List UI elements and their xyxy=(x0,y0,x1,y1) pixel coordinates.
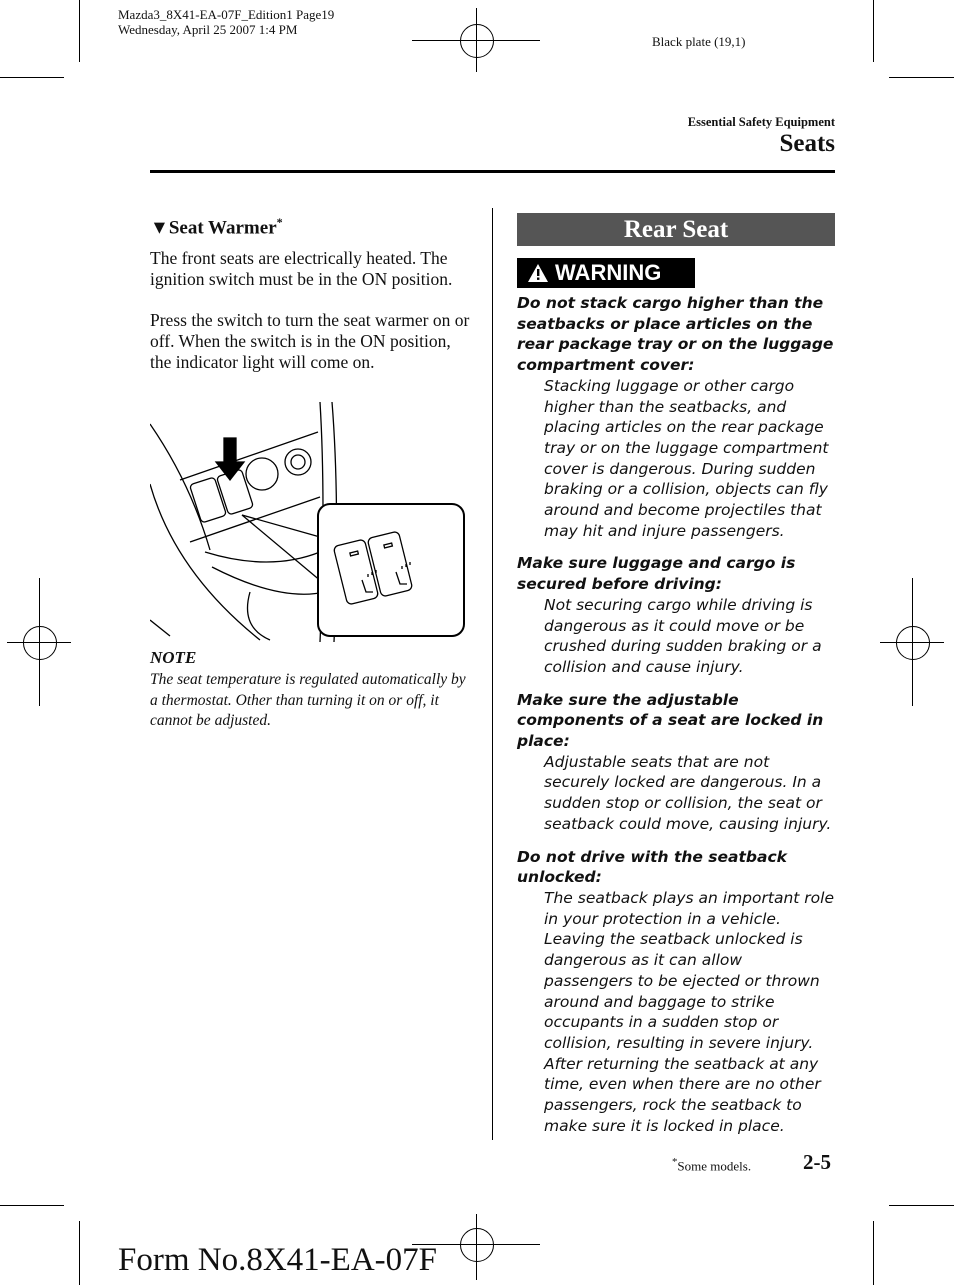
warning-item xyxy=(517,847,835,1137)
note-text: The seat temperature is regulated automatically by a thermostat. Other than turning it on or off, it cannot be adjusted. xyxy=(150,671,466,729)
note-title: NOTE xyxy=(150,648,197,667)
console-outline xyxy=(150,424,210,550)
warning-heading: Do not drive with the seatback unlocked: xyxy=(517,847,787,887)
warning-item xyxy=(517,293,835,541)
form-number: Form No.8X41-EA-07F xyxy=(118,1242,437,1278)
cigarette-lighter xyxy=(285,449,311,475)
section-label: Essential Safety Equipment xyxy=(687,115,835,129)
crop-mark xyxy=(873,1221,874,1285)
registration-mark xyxy=(896,626,930,660)
page-number: 2-5 xyxy=(803,1150,831,1174)
asterisk-icon: * xyxy=(276,215,283,229)
switch-right xyxy=(216,469,253,515)
paragraph: Press the switch to turn the seat warmer on or off. When the switch is in the ON position, the indicator light will come on. xyxy=(150,310,470,373)
registration-mark xyxy=(460,1228,494,1262)
crop-mark xyxy=(79,0,80,62)
warning-list xyxy=(517,293,835,1136)
cigarette-lighter xyxy=(291,455,305,469)
note-box xyxy=(150,648,472,732)
warning-heading: Make sure luggage and cargo is secured before driving: xyxy=(517,554,796,594)
paragraph: The front seats are electrically heated. The ignition switch must be in the ON position. xyxy=(150,248,453,290)
column-divider xyxy=(492,208,493,1140)
registration-mark xyxy=(912,578,913,706)
warning-text: Stacking luggage or other cargo higher than the seatbacks, and placing articles on the rear package tray or on the luggage compartment cover is dangerous. During sudden braking or a collision, objects can fly around and become projectiles that may hit and injure passengers. xyxy=(544,376,829,540)
file-name: Mazda3_8X41-EA-07F_Edition1 Page19 xyxy=(118,7,335,22)
asterisk-icon: * xyxy=(672,1156,678,1168)
console-outline xyxy=(180,432,318,480)
leader-line xyxy=(242,515,322,582)
crop-mark xyxy=(0,77,64,78)
footnote-text: Some models. xyxy=(677,1158,752,1174)
crop-mark xyxy=(0,1205,64,1206)
registration-mark xyxy=(39,578,40,706)
heading-text: Seat Warmer xyxy=(168,217,277,239)
header-rule xyxy=(150,170,835,173)
warning-item xyxy=(517,553,835,677)
file-date: Wednesday, April 25 2007 1:4 PM xyxy=(118,22,298,37)
crop-mark xyxy=(889,1205,954,1206)
console-outline xyxy=(205,552,320,562)
file-info xyxy=(118,7,334,37)
seat-warmer-heading xyxy=(150,208,472,242)
warning-text: Adjustable seats that are not securely locked are dangerous. In a sudden stop or collision, the seat or seatback could move, causing injury. xyxy=(544,752,832,833)
knob xyxy=(246,458,278,490)
triangle-marker-icon: ▼ xyxy=(150,217,169,239)
zoom-callout xyxy=(318,504,464,636)
crop-mark xyxy=(873,0,874,62)
crop-mark xyxy=(79,1221,80,1285)
warning-heading: Do not stack cargo higher than the seatbacks or place articles on the rear package tray or on the luggage compartment cover: xyxy=(517,294,834,375)
switch-left xyxy=(189,477,226,523)
seat-warmer-section xyxy=(150,208,472,373)
rear-seat-title: Rear Seat xyxy=(517,213,835,246)
warning-label: WARNING xyxy=(555,260,662,285)
warning-item xyxy=(517,690,835,835)
registration-mark xyxy=(476,1214,477,1280)
crop-mark xyxy=(889,77,954,78)
registration-mark xyxy=(476,8,477,72)
console-outline xyxy=(150,484,260,640)
chapter-title: Seats xyxy=(779,130,835,157)
leader-line xyxy=(242,515,320,537)
console-outline xyxy=(190,497,320,542)
plate-label: Black plate (19,1) xyxy=(652,34,746,49)
registration-mark xyxy=(460,24,494,58)
seat-warmer-switch-illustration xyxy=(150,402,468,642)
warning-heading: Make sure the adjustable components of a seat are locked in place: xyxy=(517,690,824,751)
console-outline xyxy=(150,620,170,636)
registration-mark xyxy=(23,626,57,660)
warning-icon xyxy=(527,263,549,283)
warning-text: The seatback plays an important role in your protection in a vehicle. Leaving the seatback unlocked is dangerous as it can allow passengers to be ejected or thrown around and baggage to strike occupants in a sudden stop or collision, resulting in severe injury. After returning the seatback at any time, even when there are no other passengers, rock the seatback to make sure it is locked in place. xyxy=(544,888,834,1135)
rear-seat-section xyxy=(517,213,835,1136)
footnote xyxy=(672,1156,751,1174)
warning-text: Not securing cargo while driving is dangerous as it could move or be crushed during sudden braking or a collision and cause injury. xyxy=(544,595,822,676)
warning-badge xyxy=(517,258,695,288)
